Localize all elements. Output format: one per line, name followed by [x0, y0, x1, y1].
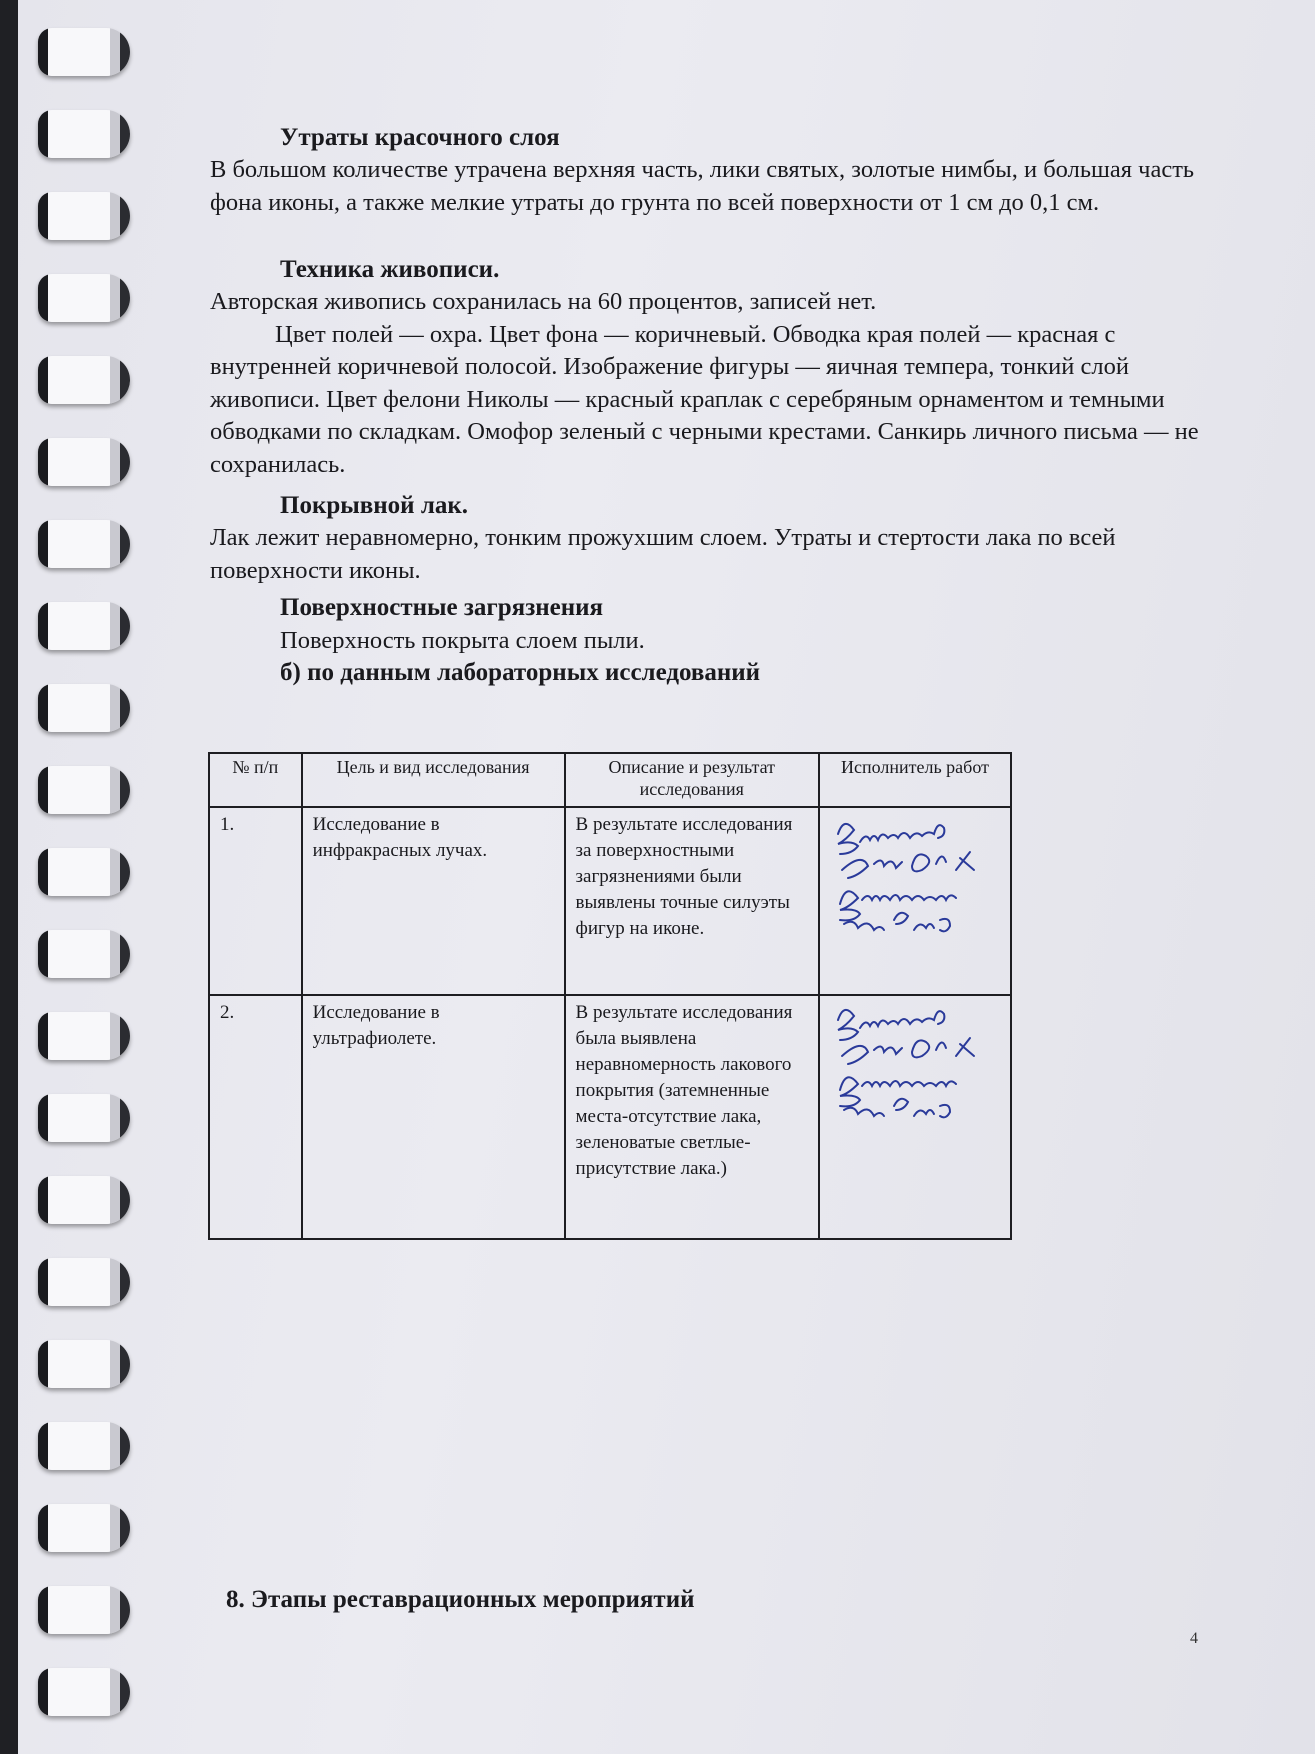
binding-ring [38, 110, 130, 158]
table-row [209, 995, 1011, 1239]
surface-dirt-text: Поверхность покрыта слоем пыли. [280, 627, 645, 654]
row-number: 2. [209, 995, 302, 1239]
technique-section [210, 254, 1210, 481]
signature-cell [819, 995, 1011, 1239]
header-result: Описание и результат исследования [565, 753, 819, 807]
row-goal: Исследование в инфракрасных лучах. [302, 807, 565, 995]
row-number: 1. [209, 807, 302, 995]
binding-ring [38, 28, 130, 76]
binding-ring [38, 848, 130, 896]
paint-loss-heading: Утраты красочного слоя [280, 124, 560, 151]
lab-research-table [208, 752, 1012, 1240]
binding-ring [38, 520, 130, 568]
paint-loss-text: В большом количестве утрачена верхняя часть, лики святых, золотые нимбы, и большая часть фона иконы, а также мелкие утраты до грунта по всей поверхности от 1 см до 0,1 см. [210, 156, 1195, 216]
section-8-heading: 8. Этапы реставрационных мероприятий [226, 1586, 695, 1613]
varnish-text: Лак лежит неравномерно, тонким прожухшим слоем. Утраты и стертости лака по всей поверхности иконы. [210, 524, 1116, 584]
page-number: 4 [1190, 1630, 1198, 1647]
binding-ring [38, 602, 130, 650]
header-goal: Цель и вид исследования [302, 753, 565, 807]
binding-ring [38, 1094, 130, 1142]
binding-ring [38, 192, 130, 240]
lab-research-heading: б) по данным лабораторных исследований [280, 659, 761, 686]
binding-ring [38, 684, 130, 732]
binding-ring [38, 1012, 130, 1060]
binding-ring [38, 1586, 130, 1634]
row-goal: Исследование в ультрафиолете. [302, 995, 565, 1239]
binding-ring [38, 930, 130, 978]
technique-text-1: Авторская живопись сохранилась на 60 процентов, записей нет. [210, 288, 877, 315]
header-executor: Исполнитель работ [819, 753, 1011, 807]
binding-ring [38, 1258, 130, 1306]
binding-ring [38, 1504, 130, 1552]
technique-text-2: Цвет полей — охра. Цвет фона — коричневый. Обводка края полей — красная с внутренней коричневой полосой. Изображение фигуры — яичная темпера, тонкий слой живописи. Цвет фелони Николы — красный краплак с серебряным орнаментом и темными обводками по складкам. Омофор зеленый с черными крестами. Санкирь личного письма — не сохранилась. [210, 320, 1199, 478]
binding-ring [38, 356, 130, 404]
binding-ring [38, 1422, 130, 1470]
binding-ring [38, 1176, 130, 1224]
table-row [209, 807, 1011, 995]
table-header-row [209, 753, 1011, 807]
technique-heading: Техника живописи. [280, 256, 500, 283]
binding-ring [38, 438, 130, 486]
surface-dirt-heading: Поверхностные загрязнения [280, 594, 604, 621]
binding-ring [38, 1340, 130, 1388]
header-number: № п/п [209, 753, 302, 807]
varnish-section [210, 490, 1210, 587]
row-result: В результате исследования была выявлена неравномерность лакового покрытия (затемненные места-отсутствие лака, зеленоватые светлые-присутствие лака.) [565, 995, 819, 1239]
varnish-heading: Покрывной лак. [280, 492, 469, 519]
binding-ring [38, 274, 130, 322]
handwritten-signature [830, 1000, 1000, 1140]
signature-cell [819, 807, 1011, 995]
binding-ring [38, 766, 130, 814]
row-result: В результате исследования за поверхностными загрязнениями были выявлены точные силуэты фигур на иконе. [565, 807, 819, 995]
surface-dirt-section [210, 592, 1210, 689]
handwritten-signature [830, 812, 1000, 952]
binding-ring [38, 1668, 130, 1716]
paint-loss-section [210, 122, 1210, 219]
spiral-binding [30, 20, 140, 1740]
